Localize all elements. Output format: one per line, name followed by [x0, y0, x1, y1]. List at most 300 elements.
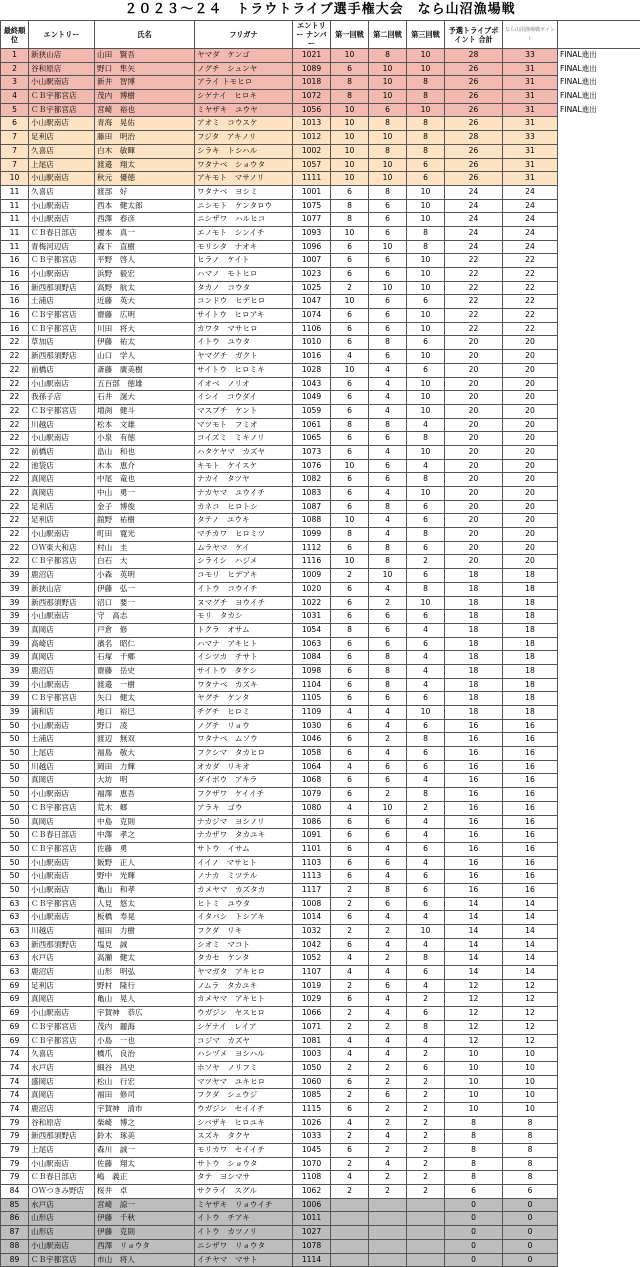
- cell-furigana: ヒトミ ユウタ: [195, 897, 293, 911]
- cell-store: 鹿沼店: [29, 1102, 95, 1116]
- cell-rank: 69: [1, 1020, 29, 1034]
- cell-store: 鹿沼店: [29, 966, 95, 980]
- cell-name: 亀山 和孝: [95, 883, 195, 897]
- cell-total: 12: [445, 1007, 503, 1021]
- cell-entry-number: 1109: [293, 706, 331, 720]
- cell-name: 平野 啓人: [95, 254, 195, 268]
- cell-furigana: ウガジン ヤスヒロ: [195, 1007, 293, 1021]
- cell-total: 0: [445, 1239, 503, 1253]
- cell-entry-number: 1046: [293, 733, 331, 747]
- cell-extra-points: 20: [503, 514, 558, 528]
- cell-name: 齋藤 広明: [95, 309, 195, 323]
- cell-status: [558, 623, 640, 637]
- cell-round-2: 4: [369, 528, 407, 542]
- cell-rank: 79: [1, 1144, 29, 1158]
- cell-rank: 16: [1, 322, 29, 336]
- cell-extra-points: 33: [503, 49, 558, 63]
- cell-extra-points: 22: [503, 322, 558, 336]
- table-row: [1, 1075, 640, 1089]
- cell-entry-number: 1099: [293, 528, 331, 542]
- cell-store: 上尾店: [29, 158, 95, 172]
- cell-round-1: 6: [331, 487, 369, 501]
- cell-status: [558, 268, 640, 282]
- cell-name: 近藤 英大: [95, 295, 195, 309]
- cell-rank: 39: [1, 651, 29, 665]
- table-row: [1, 747, 640, 761]
- cell-status: [558, 185, 640, 199]
- cell-name: 山田 賢吾: [95, 49, 195, 63]
- cell-total: 0: [445, 1198, 503, 1212]
- cell-extra-points: 10: [503, 1089, 558, 1103]
- cell-entry-number: 1104: [293, 678, 331, 692]
- cell-furigana: ワタナベ ショウタ: [195, 158, 293, 172]
- cell-round-3: 4: [407, 774, 445, 788]
- cell-round-1: 2: [331, 979, 369, 993]
- cell-status: FINAL進出: [558, 76, 640, 90]
- cell-total: 26: [445, 117, 503, 131]
- cell-round-3: 8: [407, 528, 445, 542]
- cell-entry-number: 1058: [293, 747, 331, 761]
- cell-round-2: [369, 1212, 407, 1226]
- cell-furigana: ノグチ リョウ: [195, 719, 293, 733]
- cell-status: [558, 240, 640, 254]
- cell-name: 伊藤 千秋: [95, 1212, 195, 1226]
- cell-extra-points: 22: [503, 268, 558, 282]
- cell-total: 18: [445, 637, 503, 651]
- cell-entry-number: 1010: [293, 336, 331, 350]
- cell-extra-points: 31: [503, 158, 558, 172]
- cell-round-1: [331, 1198, 369, 1212]
- cell-round-2: 2: [369, 596, 407, 610]
- cell-status: [558, 842, 640, 856]
- cell-furigana: コンドウ ヒデヒロ: [195, 295, 293, 309]
- cell-round-2: 2: [369, 1075, 407, 1089]
- cell-round-1: [331, 1253, 369, 1267]
- table-row: [1, 774, 640, 788]
- cell-round-3: 6: [407, 719, 445, 733]
- cell-entry-number: 1083: [293, 487, 331, 501]
- cell-rank: 69: [1, 993, 29, 1007]
- cell-total: 22: [445, 322, 503, 336]
- cell-rank: 39: [1, 637, 29, 651]
- cell-rank: 63: [1, 925, 29, 939]
- cell-total: 26: [445, 158, 503, 172]
- cell-rank: 16: [1, 295, 29, 309]
- cell-total: 16: [445, 883, 503, 897]
- table-row: [1, 637, 640, 651]
- cell-furigana: タテ ヨシマサ: [195, 1171, 293, 1185]
- cell-round-1: 2: [331, 897, 369, 911]
- cell-rank: 88: [1, 1239, 29, 1253]
- cell-total: 20: [445, 445, 503, 459]
- cell-total: 12: [445, 1034, 503, 1048]
- table-row: [1, 1198, 640, 1212]
- cell-rank: 2: [1, 62, 29, 76]
- cell-round-1: 8: [331, 76, 369, 90]
- cell-furigana: サイトウ ヒロミキ: [195, 363, 293, 377]
- cell-round-3: 2: [407, 1171, 445, 1185]
- cell-furigana: サクライ スグル: [195, 1185, 293, 1199]
- cell-status: [558, 309, 640, 323]
- cell-rank: 74: [1, 1061, 29, 1075]
- cell-round-3: 2: [407, 1185, 445, 1199]
- cell-entry-number: 1056: [293, 103, 331, 117]
- results-table: [0, 20, 640, 1267]
- cell-round-3: 4: [407, 938, 445, 952]
- cell-store: 小山駅南店: [29, 870, 95, 884]
- cell-extra-points: 20: [503, 350, 558, 364]
- cell-round-3: 10: [407, 350, 445, 364]
- cell-extra-points: 0: [503, 1198, 558, 1212]
- cell-entry-number: 1062: [293, 1185, 331, 1199]
- cell-furigana: イチヤマ マサト: [195, 1253, 293, 1267]
- cell-extra-points: 22: [503, 295, 558, 309]
- cell-name: 福澤 恵吾: [95, 788, 195, 802]
- cell-status: [558, 979, 640, 993]
- cell-status: [558, 760, 640, 774]
- cell-total: 18: [445, 610, 503, 624]
- cell-extra-points: 6: [503, 1185, 558, 1199]
- cell-entry-number: 1117: [293, 883, 331, 897]
- cell-entry-number: 1013: [293, 117, 331, 131]
- cell-round-1: 4: [331, 706, 369, 720]
- cell-round-3: 6: [407, 747, 445, 761]
- cell-total: 18: [445, 623, 503, 637]
- table-row: [1, 226, 640, 240]
- cell-total: 18: [445, 678, 503, 692]
- cell-status: [558, 1020, 640, 1034]
- cell-furigana: ホソヤ ノリフミ: [195, 1061, 293, 1075]
- cell-round-2: 4: [369, 938, 407, 952]
- table-row: [1, 1185, 640, 1199]
- cell-store: 新西那須野店: [29, 938, 95, 952]
- cell-round-3: 6: [407, 610, 445, 624]
- cell-round-2: 4: [369, 870, 407, 884]
- cell-extra-points: 12: [503, 1007, 558, 1021]
- table-row: [1, 596, 640, 610]
- cell-store: ＣＢ宇都宮店: [29, 1034, 95, 1048]
- cell-round-3: 10: [407, 322, 445, 336]
- table-row: [1, 158, 640, 172]
- table-row: [1, 76, 640, 90]
- cell-name: 荒木 郷: [95, 801, 195, 815]
- cell-entry-number: 1112: [293, 541, 331, 555]
- cell-total: 8: [445, 1130, 503, 1144]
- table-row: [1, 1061, 640, 1075]
- cell-status: [558, 1102, 640, 1116]
- table-row: [1, 528, 640, 542]
- cell-round-3: 4: [407, 856, 445, 870]
- cell-entry-number: 1022: [293, 596, 331, 610]
- cell-store: ＣＢ宇都宮店: [29, 254, 95, 268]
- cell-round-1: 10: [331, 158, 369, 172]
- cell-round-2: 8: [369, 664, 407, 678]
- cell-round-2: 4: [369, 404, 407, 418]
- cell-store: 鹿沼店: [29, 664, 95, 678]
- cell-furigana: イタバシ トシアキ: [195, 911, 293, 925]
- cell-entry-number: 1031: [293, 610, 331, 624]
- cell-round-3: 10: [407, 309, 445, 323]
- cell-entry-number: 1049: [293, 391, 331, 405]
- cell-name: 茂内 麗海: [95, 1020, 195, 1034]
- cell-entry-number: 1105: [293, 692, 331, 706]
- cell-round-2: 4: [369, 966, 407, 980]
- cell-store: 前橋店: [29, 445, 95, 459]
- cell-extra-points: 18: [503, 651, 558, 665]
- cell-round-1: 6: [331, 473, 369, 487]
- cell-rank: 7: [1, 144, 29, 158]
- cell-round-3: 10: [407, 199, 445, 213]
- cell-round-3: 10: [407, 404, 445, 418]
- cell-entry-number: 1057: [293, 158, 331, 172]
- table-row: [1, 49, 640, 63]
- cell-round-1: 10: [331, 172, 369, 186]
- cell-extra-points: 22: [503, 254, 558, 268]
- table-row: [1, 322, 640, 336]
- cell-entry-number: 1098: [293, 664, 331, 678]
- cell-round-3: 8: [407, 131, 445, 145]
- cell-total: 20: [445, 391, 503, 405]
- cell-entry-number: 1091: [293, 829, 331, 843]
- cell-status: FINAL進出: [558, 62, 640, 76]
- cell-store: ＣＢ宇都宮店: [29, 103, 95, 117]
- cell-extra-points: 22: [503, 309, 558, 323]
- cell-extra-points: 16: [503, 774, 558, 788]
- cell-furigana: ナカヤマ ユウイチ: [195, 487, 293, 501]
- cell-entry-number: 1009: [293, 569, 331, 583]
- cell-round-2: 4: [369, 1007, 407, 1021]
- cell-name: 宇賀神 清市: [95, 1102, 195, 1116]
- cell-extra-points: 8: [503, 1171, 558, 1185]
- cell-total: 14: [445, 966, 503, 980]
- cell-entry-number: 1021: [293, 49, 331, 63]
- cell-entry-number: 1085: [293, 1089, 331, 1103]
- cell-name: 木本 恵介: [95, 459, 195, 473]
- cell-extra-points: 20: [503, 473, 558, 487]
- cell-extra-points: 12: [503, 1034, 558, 1048]
- cell-status: [558, 582, 640, 596]
- cell-round-2: 6: [369, 459, 407, 473]
- cell-furigana: ニシザワ リョウタ: [195, 1239, 293, 1253]
- cell-round-1: 6: [331, 664, 369, 678]
- cell-round-2: 8: [369, 500, 407, 514]
- table-row: [1, 610, 640, 624]
- table-row: [1, 760, 640, 774]
- table-row: [1, 336, 640, 350]
- cell-round-1: 4: [331, 966, 369, 980]
- cell-round-3: 10: [407, 268, 445, 282]
- cell-round-1: 2: [331, 569, 369, 583]
- cell-entry-number: 1045: [293, 1144, 331, 1158]
- cell-rank: 22: [1, 555, 29, 569]
- cell-total: 18: [445, 692, 503, 706]
- cell-round-2: [369, 1239, 407, 1253]
- cell-round-1: 6: [331, 993, 369, 1007]
- table-row: [1, 254, 640, 268]
- cell-store: 小山駅南店: [29, 788, 95, 802]
- cell-round-3: 2: [407, 1157, 445, 1171]
- cell-furigana: ハマノ モトヒロ: [195, 268, 293, 282]
- table-row: [1, 993, 640, 1007]
- cell-total: 18: [445, 651, 503, 665]
- cell-extra-points: 12: [503, 1020, 558, 1034]
- cell-name: 石井 滉大: [95, 391, 195, 405]
- cell-entry-number: 1106: [293, 322, 331, 336]
- cell-furigana: ニシザワ ハルヒコ: [195, 213, 293, 227]
- cell-furigana: ワタナベ カズキ: [195, 678, 293, 692]
- cell-furigana: モリシタ ナオキ: [195, 240, 293, 254]
- cell-rank: 11: [1, 199, 29, 213]
- table-row: [1, 309, 640, 323]
- cell-store: 真岡店: [29, 487, 95, 501]
- cell-round-1: [331, 1226, 369, 1240]
- cell-status: [558, 1116, 640, 1130]
- cell-entry-number: 1050: [293, 1061, 331, 1075]
- cell-round-1: 6: [331, 842, 369, 856]
- cell-rank: 79: [1, 1171, 29, 1185]
- cell-status: [558, 487, 640, 501]
- cell-furigana: フクザワ ケイイチ: [195, 788, 293, 802]
- cell-round-3: 4: [407, 829, 445, 843]
- cell-round-2: 8: [369, 336, 407, 350]
- cell-round-1: 4: [331, 1171, 369, 1185]
- cell-furigana: シオミ マコト: [195, 938, 293, 952]
- cell-store: 浦和店: [29, 706, 95, 720]
- cell-status: [558, 651, 640, 665]
- cell-name: 畠山 和也: [95, 445, 195, 459]
- cell-round-3: 2: [407, 1048, 445, 1062]
- cell-entry-number: 1084: [293, 651, 331, 665]
- cell-entry-number: 1077: [293, 213, 331, 227]
- cell-total: 10: [445, 1061, 503, 1075]
- cell-entry-number: 1107: [293, 966, 331, 980]
- cell-round-1: 10: [331, 103, 369, 117]
- cell-furigana: シバザキ ヒロユキ: [195, 1116, 293, 1130]
- cell-status: [558, 637, 640, 651]
- cell-round-3: 6: [407, 172, 445, 186]
- cell-total: 20: [445, 336, 503, 350]
- cell-store: 真岡店: [29, 473, 95, 487]
- cell-total: 20: [445, 350, 503, 364]
- cell-round-2: 4: [369, 993, 407, 1007]
- table-body: [1, 49, 640, 1267]
- cell-round-3: 6: [407, 692, 445, 706]
- cell-round-2: 4: [369, 487, 407, 501]
- cell-round-1: 6: [331, 582, 369, 596]
- cell-extra-points: 18: [503, 610, 558, 624]
- cell-extra-points: 24: [503, 240, 558, 254]
- cell-round-2: 8: [369, 185, 407, 199]
- table-row: [1, 719, 640, 733]
- cell-extra-points: 18: [503, 569, 558, 583]
- cell-furigana: ヤグチ ケンタ: [195, 692, 293, 706]
- table-row: [1, 1130, 640, 1144]
- cell-total: 20: [445, 404, 503, 418]
- cell-name: 浜野 毅宏: [95, 268, 195, 282]
- cell-extra-points: 14: [503, 938, 558, 952]
- cell-store: 足利店: [29, 514, 95, 528]
- cell-extra-points: 18: [503, 582, 558, 596]
- cell-furigana: ミヤザキ ユウヤ: [195, 103, 293, 117]
- cell-rank: 22: [1, 391, 29, 405]
- cell-round-2: [369, 1253, 407, 1267]
- cell-round-3: 8: [407, 952, 445, 966]
- header-entry-number: エントリー ナンバー: [293, 21, 331, 49]
- cell-round-2: [369, 1226, 407, 1240]
- cell-furigana: アオミ コウスケ: [195, 117, 293, 131]
- cell-rank: 84: [1, 1185, 29, 1199]
- header-store: エントリー: [29, 21, 95, 49]
- table-row: [1, 473, 640, 487]
- cell-round-2: 2: [369, 1185, 407, 1199]
- cell-round-1: 6: [331, 596, 369, 610]
- cell-name: 渡辺 無双: [95, 733, 195, 747]
- header-status: [558, 21, 640, 49]
- cell-store: ＣＢ宇都宮店: [29, 842, 95, 856]
- cell-status: [558, 1034, 640, 1048]
- cell-store: ＣＢ宇都宮店: [29, 309, 95, 323]
- cell-round-2: 2: [369, 1102, 407, 1116]
- cell-rank: 50: [1, 774, 29, 788]
- cell-extra-points: 10: [503, 1075, 558, 1089]
- cell-total: 16: [445, 760, 503, 774]
- cell-rank: 16: [1, 268, 29, 282]
- cell-rank: 50: [1, 788, 29, 802]
- cell-entry-number: 1087: [293, 500, 331, 514]
- cell-entry-number: 1002: [293, 144, 331, 158]
- cell-name: 佐藤 翔太: [95, 1157, 195, 1171]
- cell-rank: 79: [1, 1157, 29, 1171]
- cell-status: [558, 1144, 640, 1158]
- table-header-row: [1, 21, 640, 49]
- cell-rank: 22: [1, 432, 29, 446]
- cell-furigana: フクダ シュウジ: [195, 1089, 293, 1103]
- cell-round-1: 6: [331, 268, 369, 282]
- cell-round-1: 4: [331, 1034, 369, 1048]
- cell-name: 小泉 有徳: [95, 432, 195, 446]
- cell-round-2: 10: [369, 131, 407, 145]
- cell-store: 久喜店: [29, 144, 95, 158]
- cell-store: ＣＢ宇都宮店: [29, 1020, 95, 1034]
- cell-store: 久喜店: [29, 185, 95, 199]
- cell-rank: 85: [1, 1198, 29, 1212]
- cell-name: 濱名 昭仁: [95, 637, 195, 651]
- cell-status: [558, 254, 640, 268]
- cell-furigana: ヤマダ ケンゴ: [195, 49, 293, 63]
- cell-rank: 5: [1, 103, 29, 117]
- cell-name: 嶋 義正: [95, 1171, 195, 1185]
- cell-extra-points: 0: [503, 1212, 558, 1226]
- cell-round-3: 4: [407, 664, 445, 678]
- cell-name: 森川 誠一: [95, 1144, 195, 1158]
- cell-round-3: 6: [407, 336, 445, 350]
- cell-rank: 50: [1, 815, 29, 829]
- table-row: [1, 897, 640, 911]
- cell-rank: 22: [1, 377, 29, 391]
- cell-rank: 69: [1, 979, 29, 993]
- cell-store: 小山駅南店: [29, 1007, 95, 1021]
- cell-round-3: 10: [407, 377, 445, 391]
- cell-entry-number: 1029: [293, 993, 331, 1007]
- cell-round-3: 10: [407, 103, 445, 117]
- cell-name: 舘野 祐樹: [95, 514, 195, 528]
- cell-status: [558, 363, 640, 377]
- cell-name: 西澤 リョウタ: [95, 1239, 195, 1253]
- cell-round-1: 6: [331, 377, 369, 391]
- cell-total: 20: [445, 363, 503, 377]
- cell-extra-points: 18: [503, 678, 558, 692]
- cell-entry-number: 1007: [293, 254, 331, 268]
